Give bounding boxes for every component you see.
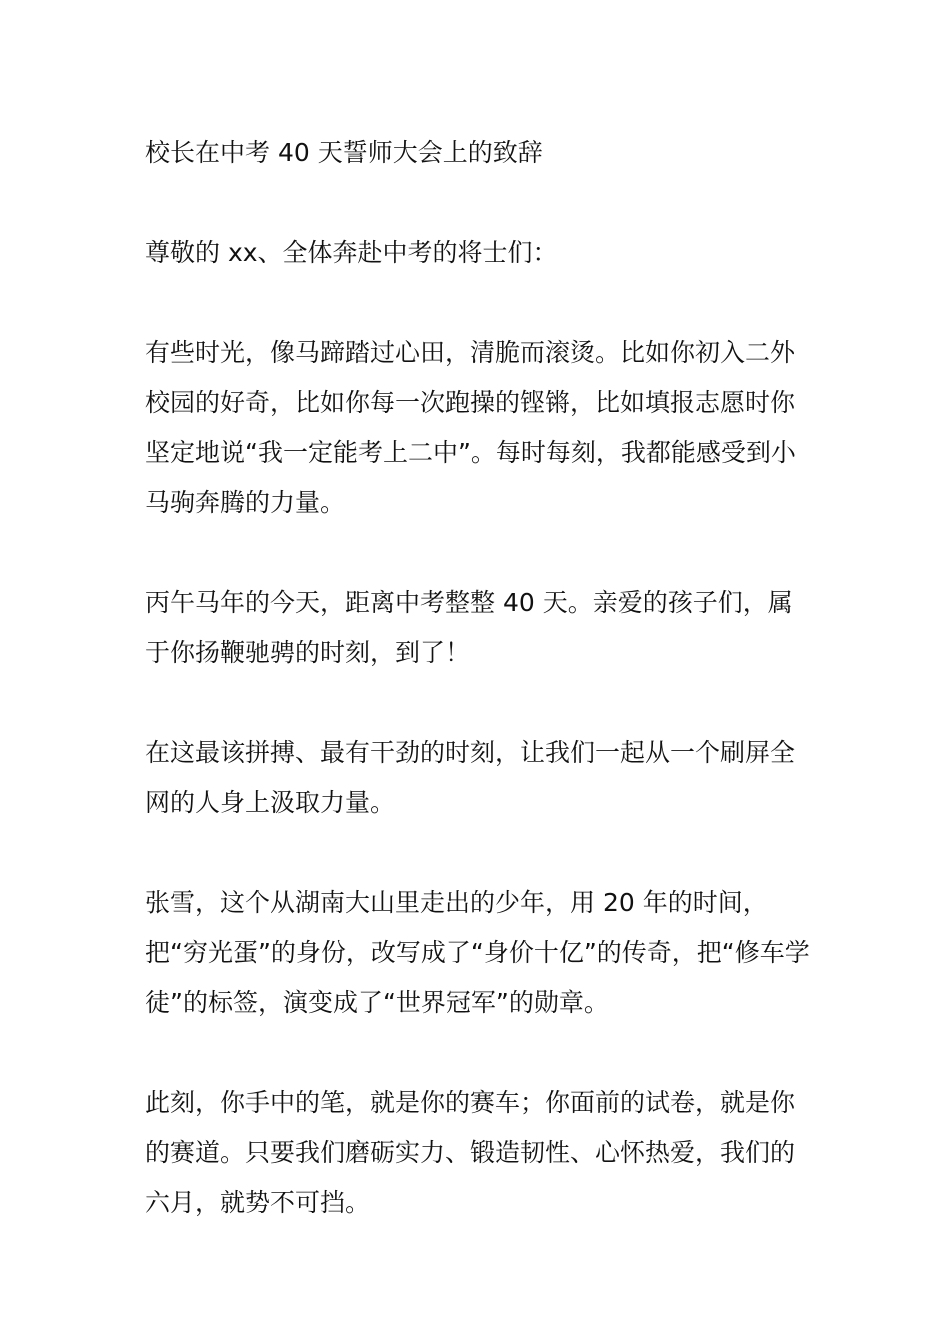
- paragraph-1: 有些时光，像马蹄踏过心田，清脆而滚烫。比如你初入二外校园的好奇，比如你每一次跑操的铿锵，比如填报志愿时你坚定地说“我一定能考上二中”。每时每刻，我都能感受到小马驹奔腾的力量。: [145, 338, 796, 517]
- document-body: [145, 128, 810, 1278]
- document-title: 校长在中考 40 天誓师大会上的致辞: [145, 138, 543, 167]
- paragraph-2: 丙午马年的今天，距离中考整整 40 天。亲爱的孩子们，属于你扬鞭驰骋的时刻，到了！: [145, 588, 793, 667]
- paragraph-5: 此刻，你手中的笔，就是你的赛车；你面前的试卷，就是你的赛道。只要我们磨砺实力、锻造韧性、心怀热爱，我们的六月，就势不可挡。: [145, 1088, 796, 1217]
- salutation: 尊敬的 xx、全体奔赴中考的将士们：: [145, 238, 558, 267]
- paragraph-4: 张雪，这个从湖南大山里走出的少年，用 20 年的时间，把“穷光蛋”的身份，改写成了“身价十亿”的传奇，把“修车学徒”的标签，演变成了“世界冠军”的勋章。: [145, 888, 810, 1017]
- paragraph-3: 在这最该拼搏、最有干劲的时刻，让我们一起从一个刷屏全网的人身上汲取力量。: [145, 738, 796, 817]
